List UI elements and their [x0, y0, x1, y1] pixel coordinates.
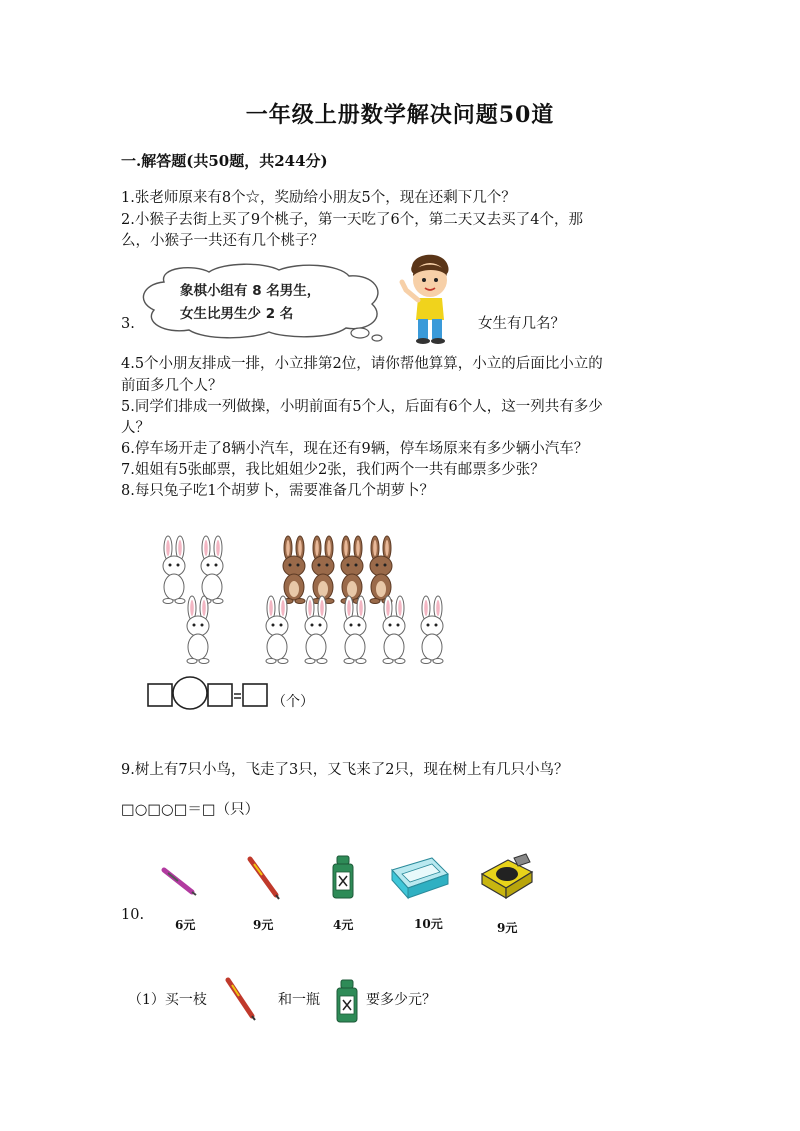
question-4-line-2: 前面多几个人？	[121, 378, 223, 394]
answer-box	[148, 684, 172, 706]
pencil-case-icon	[388, 856, 452, 900]
price-label: 4元	[333, 918, 354, 932]
white-rabbit-icon	[201, 536, 223, 604]
white-rabbit-icon	[305, 596, 327, 664]
brown-rabbit-icon	[312, 536, 334, 604]
white-rabbit-icon	[344, 596, 366, 664]
question-3-text: 女生有几名？	[478, 316, 565, 332]
white-rabbit-icon	[421, 596, 443, 664]
page-title: 一年级上册数学解决问题50道	[245, 102, 555, 128]
question-4-line-1: 4.5个小朋友排成一排，小立排第2位，请你帮他算算，小立的后面比小立的	[121, 356, 603, 372]
red-pen-icon	[244, 855, 284, 901]
q10-sub1-text-b: 和一瓶	[278, 992, 320, 1008]
q8-unit: （个）	[272, 694, 314, 710]
price-label: 9元	[497, 921, 518, 935]
operator-circle	[173, 677, 207, 709]
red-pen-icon	[222, 976, 260, 1022]
question-2-line-2: 么，小猴子一共还有几个桃子？	[121, 233, 324, 249]
question-2-line-1: 2.小猴子去街上买了9个桃子，第一天吃了6个，第二天又去买了4个，那	[121, 212, 584, 228]
q8-formula-boxes	[146, 674, 276, 710]
sharpener-icon	[478, 852, 536, 902]
brown-rabbit-icon	[370, 536, 392, 604]
q10-sub1-text-a: （1）买一枝	[128, 992, 207, 1008]
white-rabbit-icon	[187, 596, 209, 664]
answer-box	[243, 684, 267, 706]
question-9: 9.树上有7只小鸟，飞走了3只，又飞来了2只，现在树上有几只小鸟？	[121, 762, 569, 778]
question-6: 6.停车场开走了8辆小汽车，现在还有9辆，停车场原来有多少辆小汽车？	[121, 441, 589, 457]
bubble-text-line-1: 象棋小组有 8 名男生，	[180, 283, 321, 299]
brown-rabbit-icon	[341, 536, 363, 604]
question-9-formula: □○□○□＝□（只）	[121, 802, 260, 818]
question-7: 7.姐姐有5张邮票，我比姐姐少2张，我们两个一共有邮票多少张？	[121, 462, 545, 478]
bubble-text-line-2: 女生比男生少 2 名	[180, 306, 294, 322]
question-3-number: 3.	[121, 316, 135, 332]
boy-icon	[398, 250, 460, 345]
glue-bottle-icon	[334, 978, 360, 1024]
brown-rabbit-icon	[283, 536, 305, 604]
white-rabbit-icon	[163, 536, 185, 604]
rabbits-figure	[140, 530, 460, 665]
q10-sub1-text-c: 要多少元？	[366, 992, 436, 1008]
section-heading: 一.解答题(共50题，共244分)	[121, 152, 328, 170]
question-1: 1.张老师原来有8个☆，奖励给小朋友5个，现在还剩下几个？	[121, 190, 516, 206]
thought-bubble-icon	[134, 262, 394, 342]
price-label: 10元	[414, 917, 443, 931]
white-rabbit-icon	[266, 596, 288, 664]
question-5-line-2: 人？	[121, 420, 150, 436]
purple-pen-icon	[158, 862, 198, 898]
question-8: 8.每只兔子吃1个胡萝卜，需要准备几个胡萝卜？	[121, 483, 435, 499]
answer-box	[208, 684, 232, 706]
price-label: 9元	[253, 918, 274, 932]
price-label: 6元	[175, 918, 196, 932]
question-10-number: 10.	[121, 907, 145, 923]
white-rabbit-icon	[383, 596, 405, 664]
glue-bottle-icon	[330, 854, 356, 900]
question-5-line-1: 5.同学们排成一列做操，小明前面有5个人，后面有6个人，这一列共有多少	[121, 399, 603, 415]
